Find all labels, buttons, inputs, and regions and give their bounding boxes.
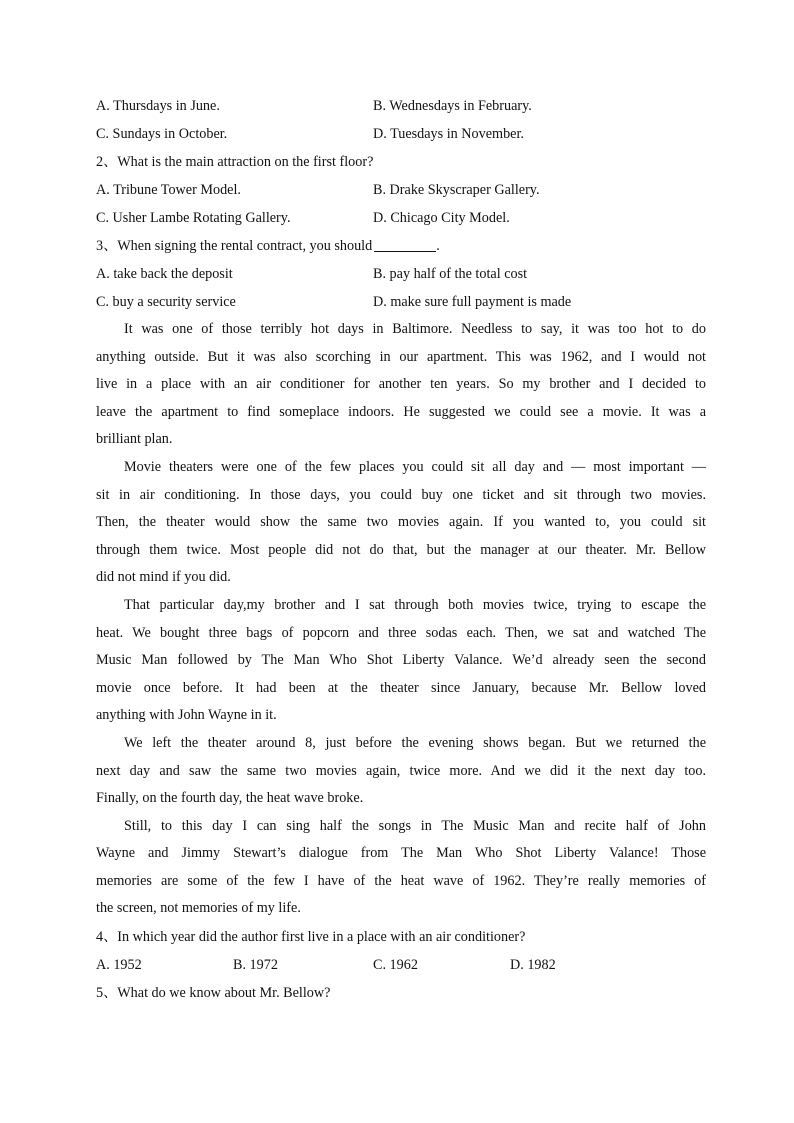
- passage-paragraph-3: [96, 592, 706, 730]
- q3-option-b: B. pay half of the total cost: [373, 266, 528, 282]
- passage-line: That particular day,my brother and I sat through both movies twice, trying to escape the: [124, 596, 706, 613]
- passage-line: Movie theaters were one of the few places you could sit all day and — most important —: [124, 458, 706, 475]
- q4-option-b: B. 1972: [233, 957, 278, 974]
- q4-option-c: C. 1962: [373, 957, 418, 974]
- passage-line: sit in air conditioning. In those days, you could buy one ticket and sit through two movies.: [96, 486, 706, 503]
- q4-option-d: D. 1982: [510, 957, 556, 974]
- q1-option-d: D. Tuesdays in November.: [373, 126, 524, 142]
- passage-line: through them twice. Most people did not do that, but the manager at our theater. Mr. Bellow: [96, 541, 706, 558]
- passage-line: anything with John Wayne in it.: [96, 707, 277, 724]
- q2-option-c: C. Usher Lambe Rotating Gallery.: [96, 210, 291, 226]
- q2-option-a: A. Tribune Tower Model.: [96, 182, 241, 198]
- passage-line: anything outside. But it was also scorching in our apartment. This was 1962, and I would not: [96, 348, 706, 365]
- q1-option-b: B. Wednesdays in February.: [373, 98, 532, 114]
- passage-paragraph-5: [96, 813, 706, 923]
- q5-question: 5、What do we know about Mr. Bellow?: [96, 985, 331, 1002]
- passage-line: We left the theater around 8, just before the evening shows began. But we returned the: [124, 734, 706, 751]
- passage-line: memories are some of the few I have of the heat wave of 1962. They’re really memories of: [96, 872, 706, 889]
- passage-line: Still, to this day I can sing half the songs in The Music Man and recite half of John: [124, 817, 706, 834]
- passage-line: Wayne and Jimmy Stewart’s dialogue from The Man Who Shot Liberty Valance! Those: [96, 845, 706, 862]
- q3-question-end: .: [436, 238, 440, 254]
- q4-question: 4、In which year did the author first live in a place with an air conditioner?: [96, 929, 526, 946]
- passage-paragraph-2: [96, 454, 706, 592]
- q2-question: 2、What is the main attraction on the first floor?: [96, 154, 374, 170]
- answer-blank: [374, 237, 436, 252]
- passage-line: movie once before. It had been at the theater since January, because Mr. Bellow loved: [96, 679, 706, 696]
- q3-question: 3、When signing the rental contract, you should: [96, 238, 373, 254]
- q1-option-c: C. Sundays in October.: [96, 126, 228, 142]
- q1-option-a: A. Thursdays in June.: [96, 98, 220, 114]
- q2-options-row-1: [96, 176, 706, 204]
- passage-line: Music Man followed by The Man Who Shot Liberty Valance. We’d already seen the second: [96, 652, 706, 669]
- passage-line: Finally, on the fourth day, the heat wave broke.: [96, 790, 364, 807]
- q3-options-row-1: [96, 260, 706, 288]
- q1-options-row-1: [96, 92, 706, 120]
- passage-line: live in a place with an air conditioner for another ten years. So my brother and I decided to: [96, 376, 706, 393]
- passage-line: heat. We bought three bags of popcorn and three sodas each. Then, we sat and watched The: [96, 624, 706, 641]
- worksheet-page: [96, 92, 706, 1007]
- q4-options-row: [96, 951, 706, 979]
- passage-line: Then, the theater would show the same two movies again. If you wanted to, you could sit: [96, 514, 706, 531]
- q3-option-d: D. make sure full payment is made: [373, 294, 572, 310]
- passage-line: next day and saw the same two movies again, twice more. And we did it the next day too.: [96, 762, 706, 779]
- passage-line: did not mind if you did.: [96, 569, 231, 586]
- q3-option-c: C. buy a security service: [96, 294, 236, 310]
- q2-option-d: D. Chicago City Model.: [373, 210, 510, 226]
- passage-line: It was one of those terribly hot days in Baltimore. Needless to say, it was too hot to do: [124, 321, 706, 337]
- q1-options-row-2: [96, 120, 706, 148]
- passage-line: brilliant plan.: [96, 431, 173, 448]
- q4-option-a: A. 1952: [96, 957, 142, 974]
- q2-option-b: B. Drake Skyscraper Gallery.: [373, 182, 540, 198]
- passage-paragraph-1: [96, 316, 706, 454]
- q2-options-row-2: [96, 204, 706, 232]
- q3-question-line: [96, 232, 706, 260]
- passage-line: leave the apartment to find someplace indoors. He suggested we could see a movie. It was a: [96, 403, 706, 420]
- passage-paragraph-4: [96, 730, 706, 813]
- q3-options-row-2: [96, 288, 706, 316]
- q3-option-a: A. take back the deposit: [96, 266, 233, 282]
- passage-line: the screen, not memories of my life.: [96, 900, 301, 917]
